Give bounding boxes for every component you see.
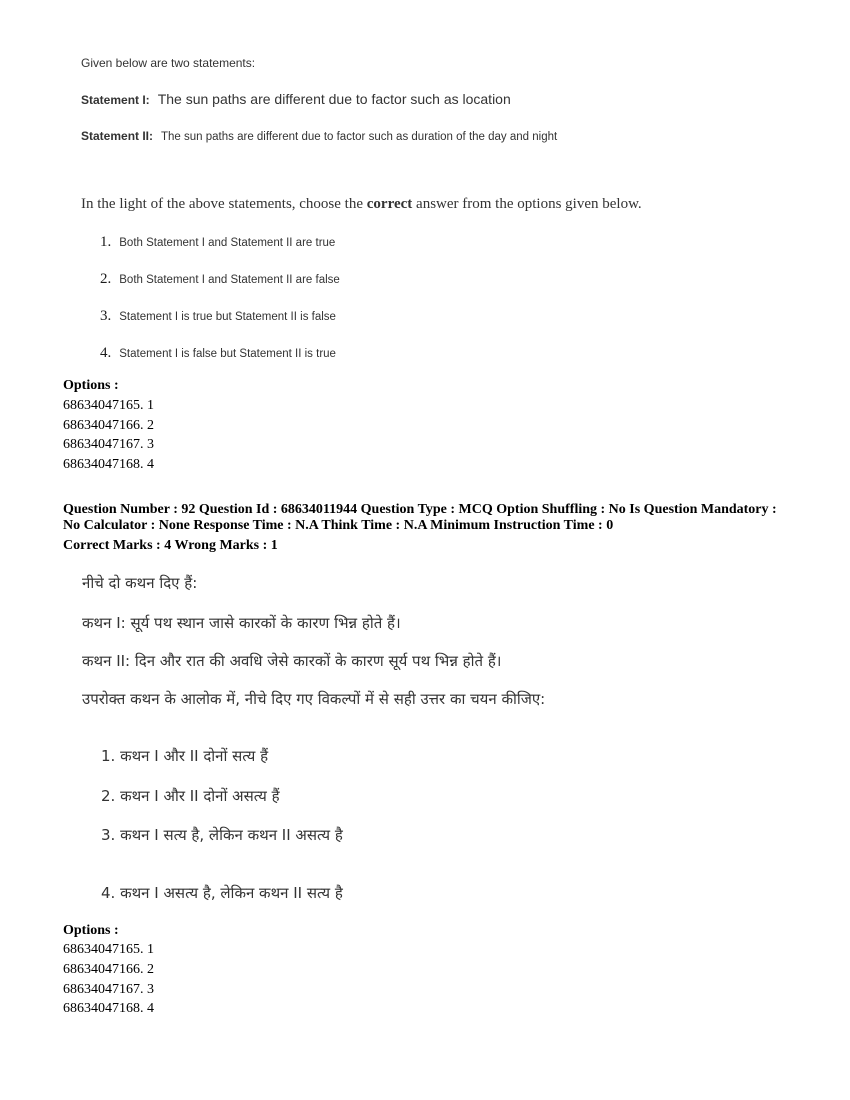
q91-statement-1-label: Statement I: <box>81 93 150 107</box>
q91-statement-2 <box>81 127 557 145</box>
q91-instruction-after: answer from the options given below. <box>416 196 642 212</box>
q91-statement-1 <box>81 91 511 109</box>
q91-instruction <box>81 196 642 213</box>
q91-choice-4-text: Statement I is false but Statement II is true <box>119 348 336 360</box>
q91-choice-1-num: 1. <box>100 234 112 250</box>
q91-option-4: 68634047168. 4 <box>63 457 154 472</box>
q92-option-3: 68634047167. 3 <box>63 982 154 997</box>
q92-hindi-choice-2: 2. कथन I और II दोनों असत्य हैं <box>101 787 280 805</box>
q92-hindi-choice-1: 1. कथन I और II दोनों सत्य हैं <box>101 747 269 765</box>
q92-hindi-statement-2: कथन II: दिन और रात की अवधि जेसे कारकों के कारण सूर्य पथ भिन्न होते हैं। <box>82 652 502 670</box>
q91-option-3: 68634047167. 3 <box>63 437 154 452</box>
q92-hindi-choice-4: 4. कथन I असत्य है, लेकिन कथन II सत्य है <box>101 884 343 902</box>
q92-options-label: Options : <box>63 923 119 938</box>
q92-hindi-statement-1: कथन I: सूर्य पथ स्थान जासे कारकों के कारण भिन्न होते हैं। <box>82 614 401 632</box>
q91-statement-2-label: Statement II: <box>81 129 154 143</box>
q91-choice-3-text: Statement I is true but Statement II is false <box>119 311 336 323</box>
q91-choice-2-num: 2. <box>100 271 112 287</box>
q91-choice-1-text: Both Statement I and Statement II are true <box>119 237 336 249</box>
q91-choice-2 <box>100 270 340 288</box>
q91-choice-2-text: Both Statement I and Statement II are false <box>119 274 340 286</box>
q91-choice-4-num: 4. <box>100 345 112 361</box>
q91-instruction-bold: correct <box>366 196 413 212</box>
q92-marks: Correct Marks : 4 Wrong Marks : 1 <box>63 538 278 553</box>
q92-option-1: 68634047165. 1 <box>63 942 154 957</box>
q91-choice-3 <box>100 307 336 325</box>
q91-statement-2-text: The sun paths are different due to factor such as duration of the day and night <box>161 131 558 143</box>
q91-choice-1 <box>100 233 335 251</box>
q92-hindi-intro: नीचे दो कथन दिए हैं: <box>82 574 198 592</box>
q92-hindi-instruction: उपरोक्त कथन के आलोक में, नीचे दिए गए विकल्पों में से सही उत्तर का चयन कीजिए: <box>82 690 546 708</box>
q92-meta-line-2: No Calculator : None Response Time : N.A Think Time : N.A Minimum Instruction Time : 0 <box>63 518 614 533</box>
q91-option-2: 68634047166. 2 <box>63 418 154 433</box>
q92-meta-line-1: Question Number : 92 Question Id : 68634011944 Question Type : MCQ Option Shuffling : No Is Question Mandatory : <box>63 502 777 517</box>
q91-statement-1-text: The sun paths are different due to factor such as location <box>157 91 511 107</box>
q92-option-4: 68634047168. 4 <box>63 1001 154 1016</box>
q91-choice-4 <box>100 344 336 362</box>
q91-instruction-before: In the light of the above statements, choose the <box>81 196 364 212</box>
q91-options-label: Options : <box>63 378 119 393</box>
q91-choice-3-num: 3. <box>100 308 112 324</box>
q92-hindi-choice-3: 3. कथन I सत्य है, लेकिन कथन II असत्य है <box>101 826 343 844</box>
q91-intro: Given below are two statements: <box>81 56 256 70</box>
q91-option-1: 68634047165. 1 <box>63 398 154 413</box>
q92-option-2: 68634047166. 2 <box>63 962 154 977</box>
